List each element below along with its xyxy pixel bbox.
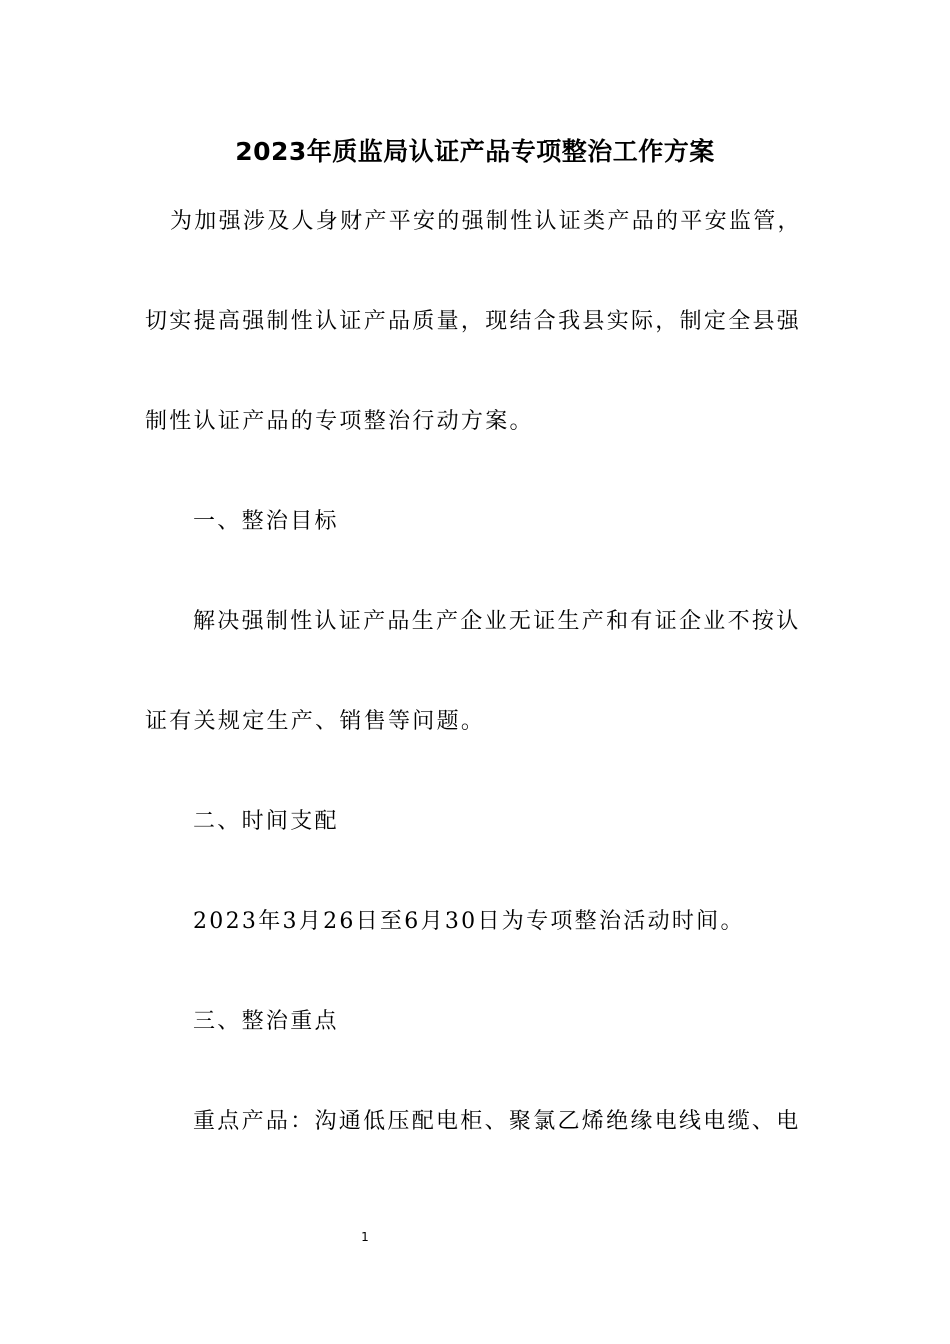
- document-title: 2023年质监局认证产品专项整治工作方案: [235, 137, 715, 166]
- section-heading-goal: 一、整治目标: [193, 509, 339, 534]
- paragraph-line-schedule: 2023年3月26日至6月30日为专项整治活动时间。: [193, 909, 745, 934]
- paragraph-line-goal-2: 证有关规定生产、销售等问题。: [145, 709, 486, 734]
- section-heading-schedule: 二、时间支配: [193, 809, 339, 834]
- paragraph-line-intro-1: 为加强涉及人身财产平安的强制性认证类产品的平安监管，: [170, 209, 802, 234]
- paragraph-line-intro-3: 制性认证产品的专项整治行动方案。: [145, 409, 534, 434]
- paragraph-line-focus-1: 重点产品：沟通低压配电柜、聚氯乙烯绝缘电线电缆、电: [193, 1109, 801, 1134]
- paragraph-line-goal-1: 解决强制性认证产品生产企业无证生产和有证企业不按认: [193, 609, 801, 634]
- page-number: 1: [361, 1230, 369, 1244]
- section-heading-focus: 三、整治重点: [193, 1009, 339, 1034]
- paragraph-line-intro-2: 切实提高强制性认证产品质量，现结合我县实际，制定全县强: [145, 309, 802, 334]
